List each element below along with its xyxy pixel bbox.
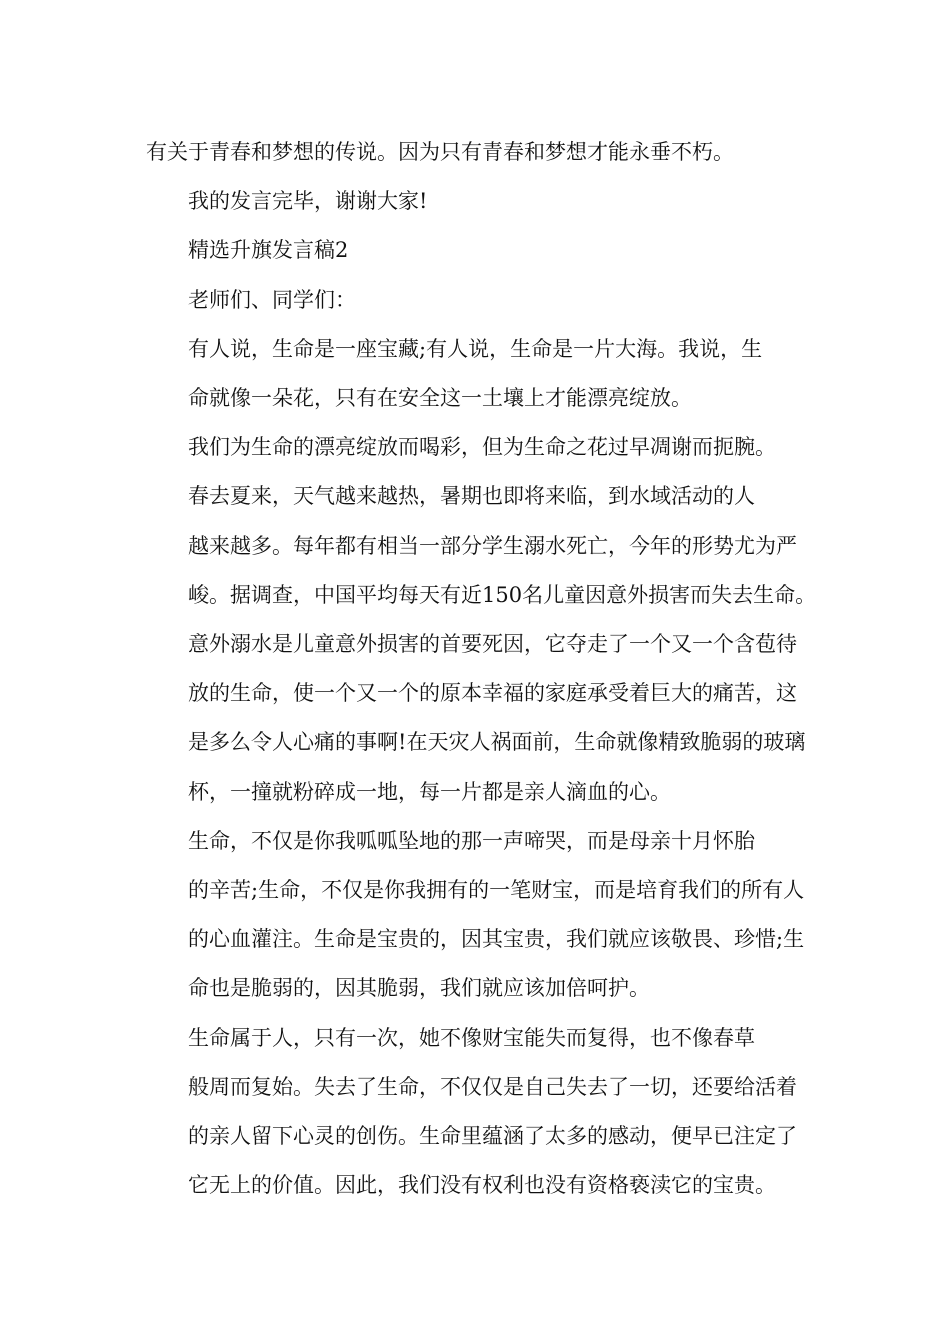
paragraph [146, 817, 810, 1014]
text-line: 命就像一朵花，只有在安全这一土壤上才能漂亮绽放。 [188, 386, 692, 411]
text-line: 是多么令人心痛的事啊!在天灾人祸面前，生命就像精致脆弱的玻璃 [188, 730, 806, 755]
text-line: 越来越多。每年都有相当一部分学生溺水死亡，今年的形势尤为严 [188, 533, 797, 558]
text-line: 意外溺水是儿童意外损害的首要死因，它夺走了一个又一个含苞待 [188, 632, 797, 657]
text-line: 的亲人留下心灵的创伤。生命里蕴涵了太多的感动，便早已注定了 [188, 1124, 797, 1149]
text-line: 的心血灌注。生命是宝贵的，因其宝贵，我们就应该敬畏、珍惜;生 [188, 927, 805, 952]
text-line: 生命，不仅是你我呱呱坠地的那一声啼哭，而是母亲十月怀胎 [188, 828, 755, 853]
text-line: 有关于青春和梦想的传说。因为只有青春和梦想才能永垂不朽。 [146, 140, 734, 164]
text-line: 放的生命，使一个又一个的原本幸福的家庭承受着巨大的痛苦，这 [188, 681, 797, 706]
paragraph [146, 276, 810, 325]
text-line: 我们为生命的漂亮绽放而喝彩，但为生命之花过早凋谢而扼腕。 [188, 435, 776, 460]
text-line: 它无上的价值。因此，我们没有权利也没有资格亵渎它的宝贵。 [188, 1173, 776, 1198]
paragraph [146, 423, 810, 472]
text-line: 般周而复始。失去了生命，不仅仅是自己失去了一切，还要给活着 [188, 1074, 797, 1099]
text-line: 我的发言完毕，谢谢大家! [188, 189, 428, 214]
text-line: 有人说，生命是一座宝藏;有人说，生命是一片大海。我说，生 [188, 336, 763, 361]
text-line: 杯，一撞就粉碎成一地，每一片都是亲人滴血的心。 [188, 779, 671, 804]
paragraph [146, 1014, 810, 1211]
paragraph [146, 128, 810, 177]
paragraph [146, 177, 810, 226]
paragraph [146, 325, 810, 423]
text-line: 精选升旗发言稿2 [188, 238, 349, 263]
text-line: 老师们、同学们： [188, 287, 356, 312]
paragraph [146, 226, 810, 275]
text-line: 命也是脆弱的，因其脆弱，我们就应该加倍呵护。 [188, 976, 650, 1001]
text-line: 峻。据调查，中国平均每天有近150名儿童因意外损害而失去生命。 [188, 582, 817, 607]
text-line: 生命属于人，只有一次，她不像财宝能失而复得，也不像春草 [188, 1025, 755, 1050]
paragraph [146, 472, 817, 816]
document-body [146, 128, 817, 1210]
text-line: 春去夏来，天气越来越热，暑期也即将来临，到水域活动的人 [188, 484, 755, 509]
text-line: 的辛苦;生命，不仅是你我拥有的一笔财宝，而是培育我们的所有人 [188, 878, 805, 903]
